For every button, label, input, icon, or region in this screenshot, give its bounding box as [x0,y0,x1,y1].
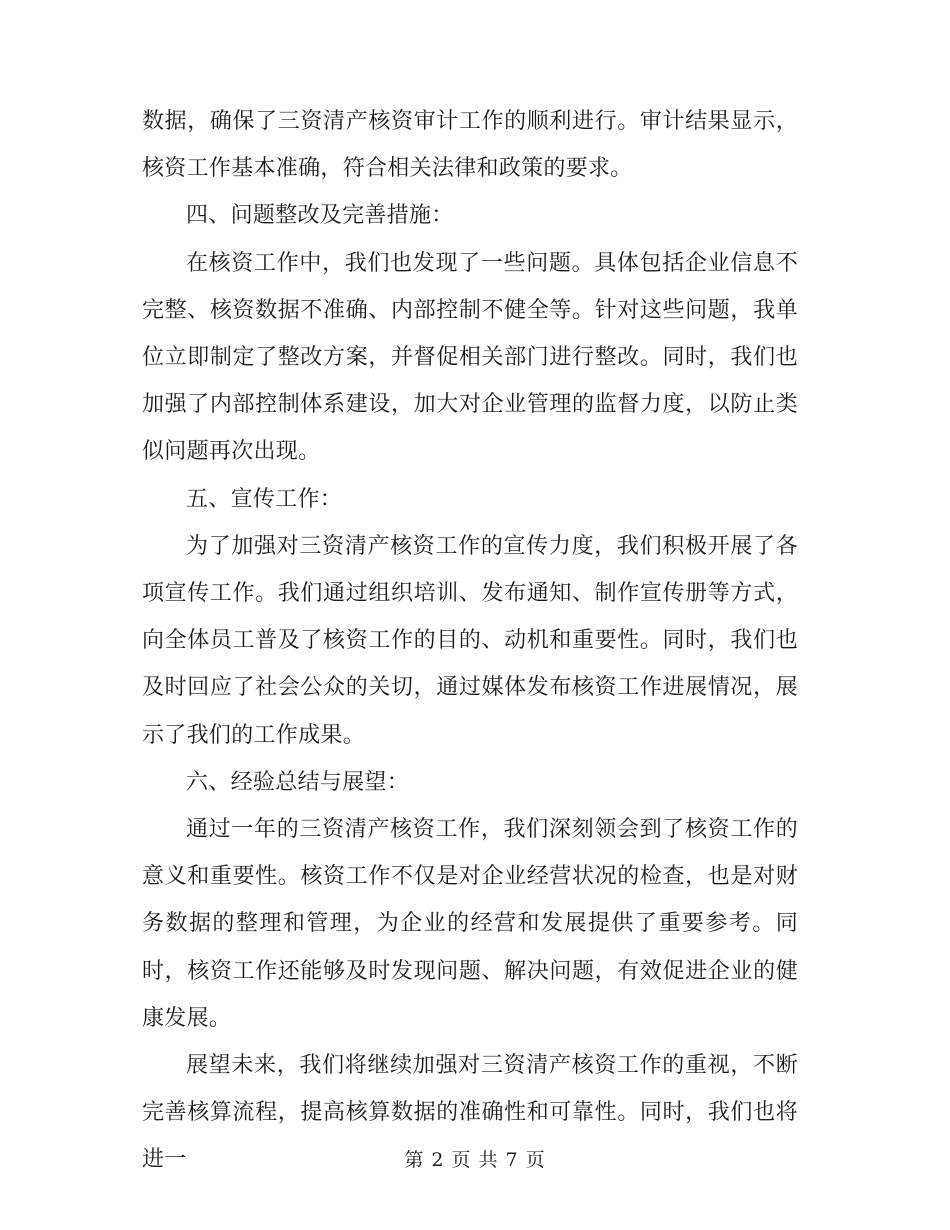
section-heading-4: 四、问题整改及完善措施： [186,203,454,229]
paragraph: 展望未来，我们将继续加强对三资清产核资工作的重视，不断完善核算流程，提高核算数据的准确性和可靠性。同时，我们也将进一 [142,1053,798,1173]
paragraph: 为了加强对三资清产核资工作的宣传力度，我们积极开展了各项宣传工作。我们通过组织培训、发布通知、制作宣传册等方式，向全体员工普及了核资工作的目的、动机和重要性。同时，我们也及时回应了社会公众的关切，通过媒体发布核资工作进展情况，展示了我们的工作成果。 [142,533,798,748]
page-number-footer: 第 2 页 共 7 页 [404,1149,546,1171]
document-body [142,98,798,1184]
section-heading-5: 五、宣传工作： [186,486,343,512]
paragraph: 在核资工作中，我们也发现了一些问题。具体包括企业信息不完整、核资数据不准确、内部控制不健全等。针对这些问题，我单位立即制定了整改方案，并督促相关部门进行整改。同时，我们也加强了内部控制体系建设，加大对企业管理的监督力度，以防止类似问题再次出现。 [142,250,798,465]
paragraph: 通过一年的三资清产核资工作，我们深刻领会到了核资工作的意义和重要性。核资工作不仅是对企业经营状况的检查，也是对财务数据的整理和管理，为企业的经营和发展提供了重要参考。同时，核资工作还能够及时发现问题、解决问题，有效促进企业的健康发展。 [142,817,798,1031]
paragraph-continued: 数据，确保了三资清产核资审计工作的顺利进行。审计结果显示，核资工作基本准确，符合相关法律和政策的要求。 [142,109,798,182]
section-heading-6: 六、经验总结与展望： [186,769,410,795]
